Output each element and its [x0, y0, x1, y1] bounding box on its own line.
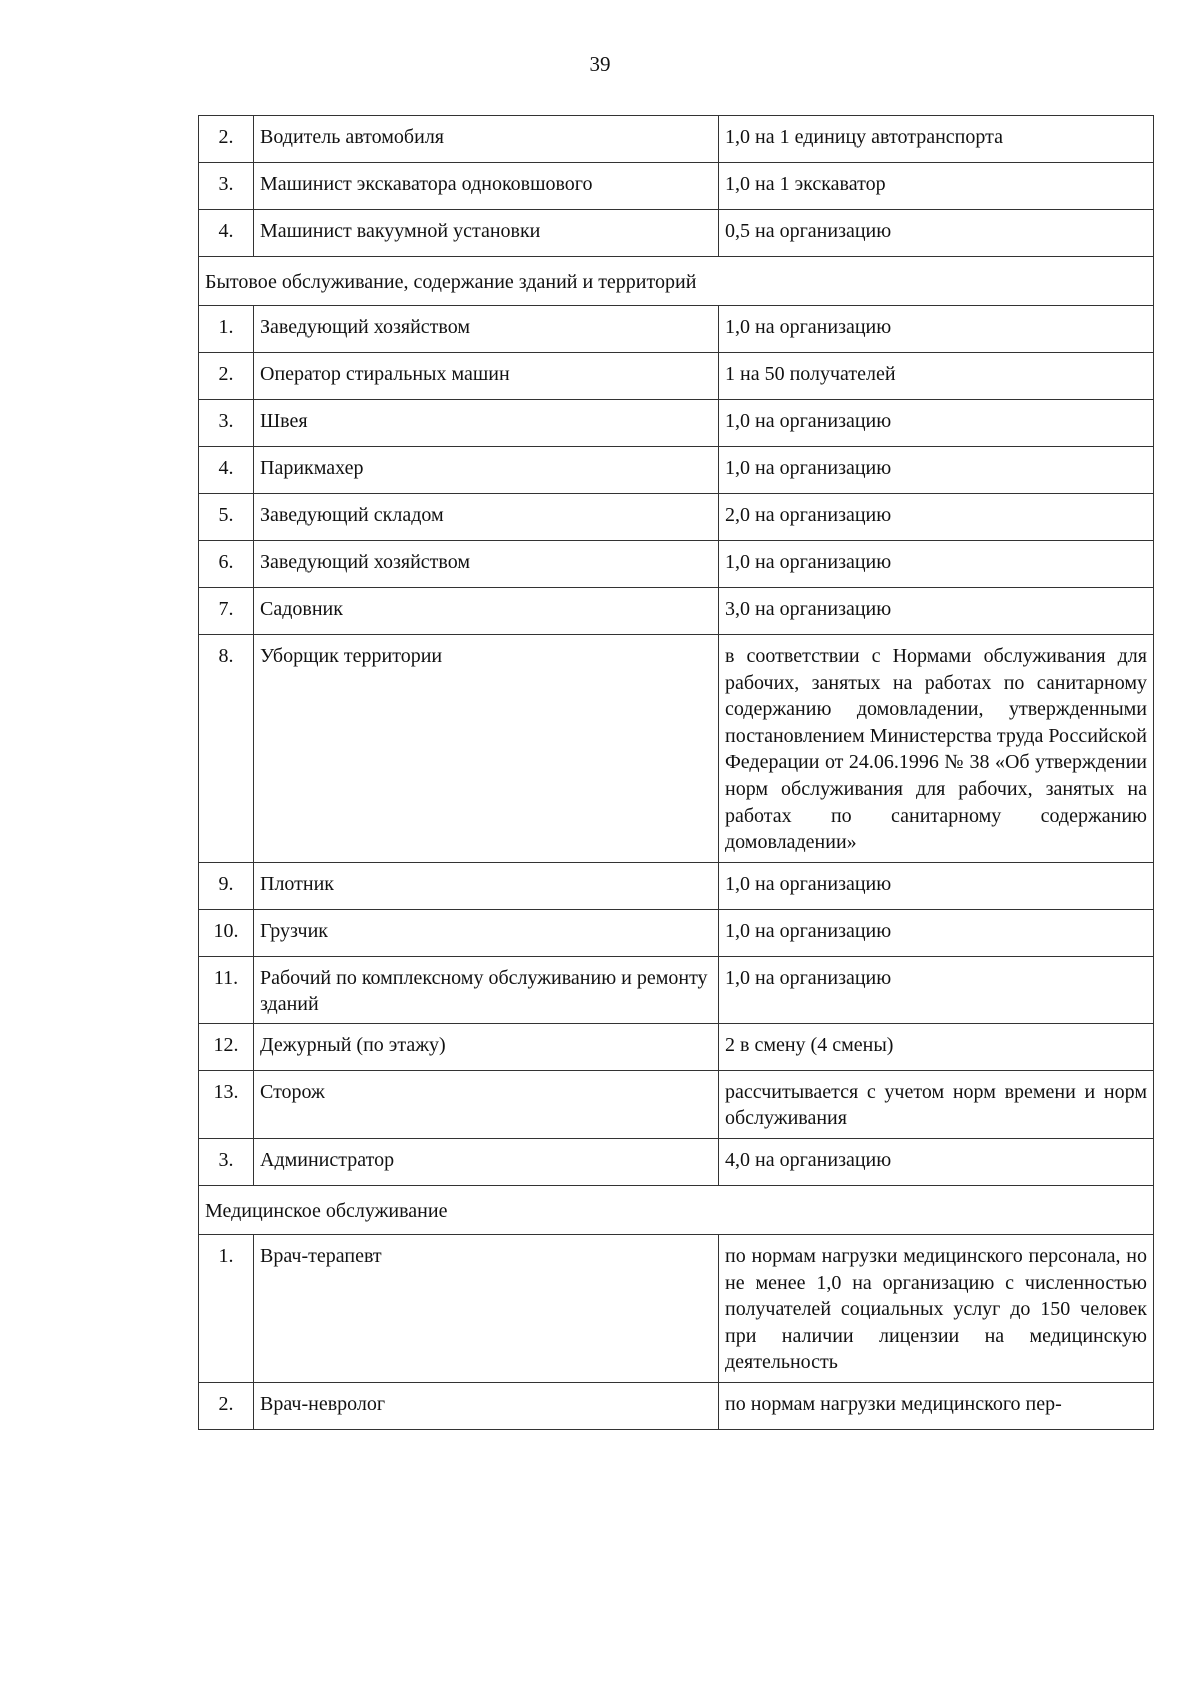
- row-number: 2.: [199, 116, 254, 163]
- row-number: 11.: [199, 956, 254, 1023]
- table-body: [199, 116, 1154, 1430]
- position-name: Врач-терапевт: [254, 1234, 719, 1382]
- position-name: Уборщик территории: [254, 635, 719, 863]
- table-row: [199, 163, 1154, 210]
- staffing-norm: 1,0 на 1 единицу автотранспорта: [719, 116, 1154, 163]
- table-row: [199, 400, 1154, 447]
- page-number: 39: [589, 52, 611, 76]
- table-row: [199, 956, 1154, 1023]
- staffing-table: [198, 115, 1154, 1430]
- staffing-norm: рассчитывается с учетом норм времени и норм обслуживания: [719, 1070, 1154, 1138]
- row-number: 12.: [199, 1023, 254, 1070]
- row-number: 2.: [199, 1382, 254, 1429]
- staffing-norm: 4,0 на организацию: [719, 1138, 1154, 1185]
- table-row: [199, 353, 1154, 400]
- row-number: 1.: [199, 1234, 254, 1382]
- position-name: Грузчик: [254, 909, 719, 956]
- row-number: 3.: [199, 163, 254, 210]
- table-row: [199, 1382, 1154, 1429]
- staffing-norm: 1,0 на организацию: [719, 306, 1154, 353]
- row-number: 5.: [199, 494, 254, 541]
- staffing-norm: по нормам нагрузки медицинского персонала, но не менее 1,0 на организацию с численностью получателей социальных услуг до 150 человек при наличии лицензии на медицинскую деятельность: [719, 1234, 1154, 1382]
- staffing-norm: 3,0 на организацию: [719, 588, 1154, 635]
- staffing-norm: в соответствии с Нормами обслуживания для рабочих, занятых на работах по санитарному содержанию домовладении, утвержденными постановлением Министерства труда Российской Федерации от 24.06.1996 № 38 «Об утверждении норм обслуживания для рабочих, занятых на работах по санитарному содержанию домовладении»: [719, 635, 1154, 863]
- table-row: [199, 1070, 1154, 1138]
- position-name: Врач-невролог: [254, 1382, 719, 1429]
- position-name: Водитель автомобиля: [254, 116, 719, 163]
- section-title: Медицинское обслуживание: [199, 1185, 1154, 1234]
- position-name: Заведующий хозяйством: [254, 306, 719, 353]
- row-number: 4.: [199, 447, 254, 494]
- position-name: Оператор стиральных машин: [254, 353, 719, 400]
- staffing-norm: 0,5 на организацию: [719, 210, 1154, 257]
- position-name: Машинист вакуумной установки: [254, 210, 719, 257]
- position-name: Плотник: [254, 862, 719, 909]
- row-number: 1.: [199, 306, 254, 353]
- row-number: 7.: [199, 588, 254, 635]
- table-row: [199, 447, 1154, 494]
- position-name: Садовник: [254, 588, 719, 635]
- staffing-norm: 1,0 на организацию: [719, 862, 1154, 909]
- row-number: 8.: [199, 635, 254, 863]
- row-number: 10.: [199, 909, 254, 956]
- table-row: [199, 306, 1154, 353]
- table-row: [199, 909, 1154, 956]
- table-row: [199, 1138, 1154, 1185]
- table-row: [199, 116, 1154, 163]
- position-name: Заведующий хозяйством: [254, 541, 719, 588]
- staffing-norm: 1,0 на 1 экскаватор: [719, 163, 1154, 210]
- staffing-norm: 1 на 50 получателей: [719, 353, 1154, 400]
- position-name: Парикмахер: [254, 447, 719, 494]
- section-header-row: [199, 257, 1154, 306]
- table-row: [199, 1234, 1154, 1382]
- table-row: [199, 588, 1154, 635]
- staffing-norm: 1,0 на организацию: [719, 400, 1154, 447]
- row-number: 2.: [199, 353, 254, 400]
- position-name: Машинист экскаватора одноковшового: [254, 163, 719, 210]
- table-row: [199, 862, 1154, 909]
- row-number: 3.: [199, 400, 254, 447]
- table-row: [199, 1023, 1154, 1070]
- position-name: Заведующий складом: [254, 494, 719, 541]
- position-name: Сторож: [254, 1070, 719, 1138]
- staffing-norm: 2,0 на организацию: [719, 494, 1154, 541]
- staffing-norm: 1,0 на организацию: [719, 541, 1154, 588]
- position-name: Администратор: [254, 1138, 719, 1185]
- position-name: Дежурный (по этажу): [254, 1023, 719, 1070]
- row-number: 13.: [199, 1070, 254, 1138]
- position-name: Рабочий по комплексному обслуживанию и ремонту зданий: [254, 956, 719, 1023]
- row-number: 6.: [199, 541, 254, 588]
- position-name: Швея: [254, 400, 719, 447]
- table-row: [199, 635, 1154, 863]
- staffing-norm: 2 в смену (4 смены): [719, 1023, 1154, 1070]
- staffing-norm: 1,0 на организацию: [719, 956, 1154, 1023]
- table-row: [199, 210, 1154, 257]
- staffing-norm: 1,0 на организацию: [719, 447, 1154, 494]
- row-number: 3.: [199, 1138, 254, 1185]
- staffing-norm: 1,0 на организацию: [719, 909, 1154, 956]
- table-row: [199, 541, 1154, 588]
- section-title: Бытовое обслуживание, содержание зданий и территорий: [199, 257, 1154, 306]
- row-number: 9.: [199, 862, 254, 909]
- table-row: [199, 494, 1154, 541]
- row-number: 4.: [199, 210, 254, 257]
- section-header-row: [199, 1185, 1154, 1234]
- staffing-norm: по нормам нагрузки медицинского пер-: [719, 1382, 1154, 1429]
